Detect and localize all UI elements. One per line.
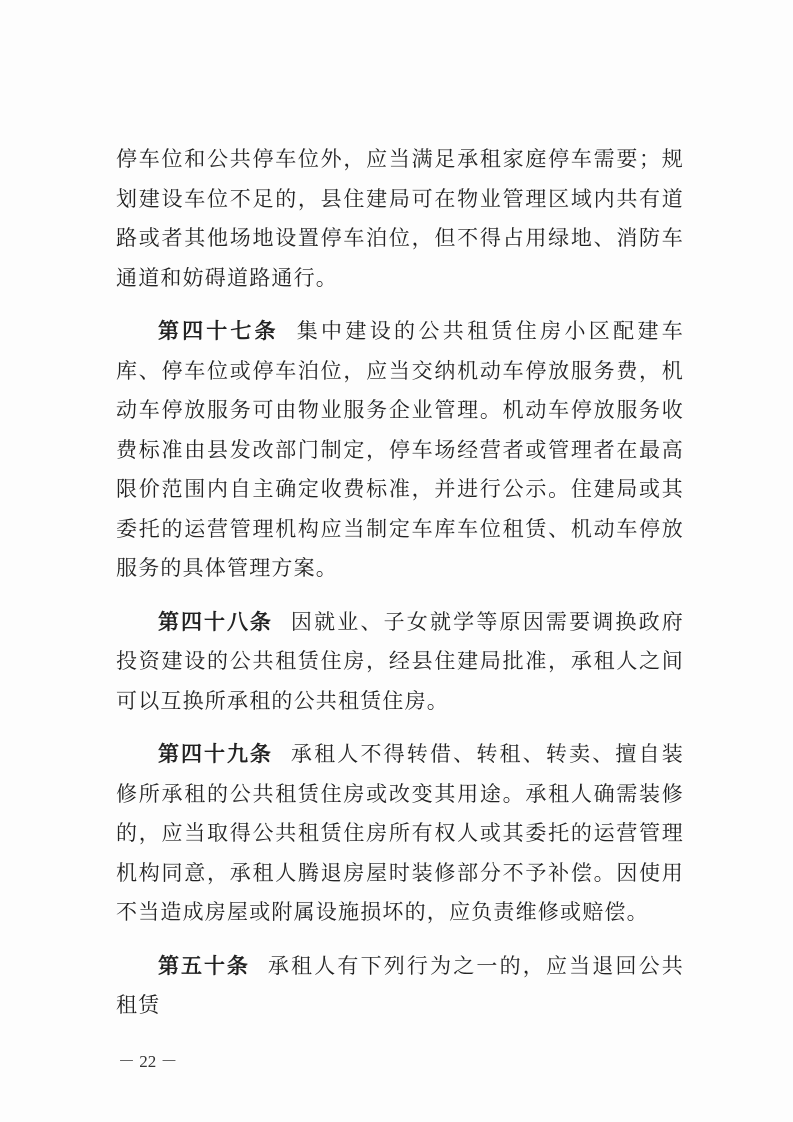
paragraph-article-49 bbox=[116, 735, 684, 933]
paragraph-article-47 bbox=[116, 312, 684, 589]
document-body bbox=[116, 140, 684, 1040]
article-heading: 第四十八条 bbox=[158, 609, 273, 634]
article-heading: 第四十七条 bbox=[158, 319, 279, 343]
paragraph-text: 停车位和公共停车位外，应当满足承租家庭停车需要；规划建设车位不足的，县住建局可在物业管理区域内共有道路或者其他场地设置停车泊位，但不得占用绿地、消防车通道和妨碍道路通行。 bbox=[116, 147, 684, 290]
paragraph-text: 集中建设的公共租赁住房小区配建车库、停车位或停车泊位，应当交纳机动车停放服务费，机动车停放服务可由物业服务企业管理。机动车停放服务收费标准由县发改部门制定，停车场经营者或管理者在最高限价范围内自主确定收费标准，并进行公示。住建局或其委托的运营管理机构应当制定车库车位租赁、机动车停放服务的具体管理方案。 bbox=[116, 319, 684, 580]
article-heading: 第四十九条 bbox=[158, 742, 273, 766]
paragraph-text: 因就业、子女就学等原因需要调换政府投资建设的公共租赁住房，经县住建局批准，承租人之间可以互换所承租的公共租赁住房。 bbox=[116, 609, 684, 713]
paragraph-text: 承租人有下列行为之一的，应当退回公共租赁 bbox=[116, 953, 684, 1017]
paragraph-article-50 bbox=[116, 947, 684, 1026]
paragraph-continuation bbox=[116, 140, 684, 298]
article-heading: 第五十条 bbox=[158, 953, 250, 978]
paragraph-text: 承租人不得转借、转租、转卖、擅自装修所承租的公共租赁住房或改变其用途。承租人确需装修的，应当取得公共租赁住房所有权人或其委托的运营管理机构同意，承租人腾退房屋时装修部分不予补偿。因使用不当造成房屋或附属设施损坏的，应负责维修或赔偿。 bbox=[116, 742, 684, 924]
page-number: － 22 － bbox=[118, 1052, 178, 1071]
paragraph-article-48 bbox=[116, 603, 684, 722]
